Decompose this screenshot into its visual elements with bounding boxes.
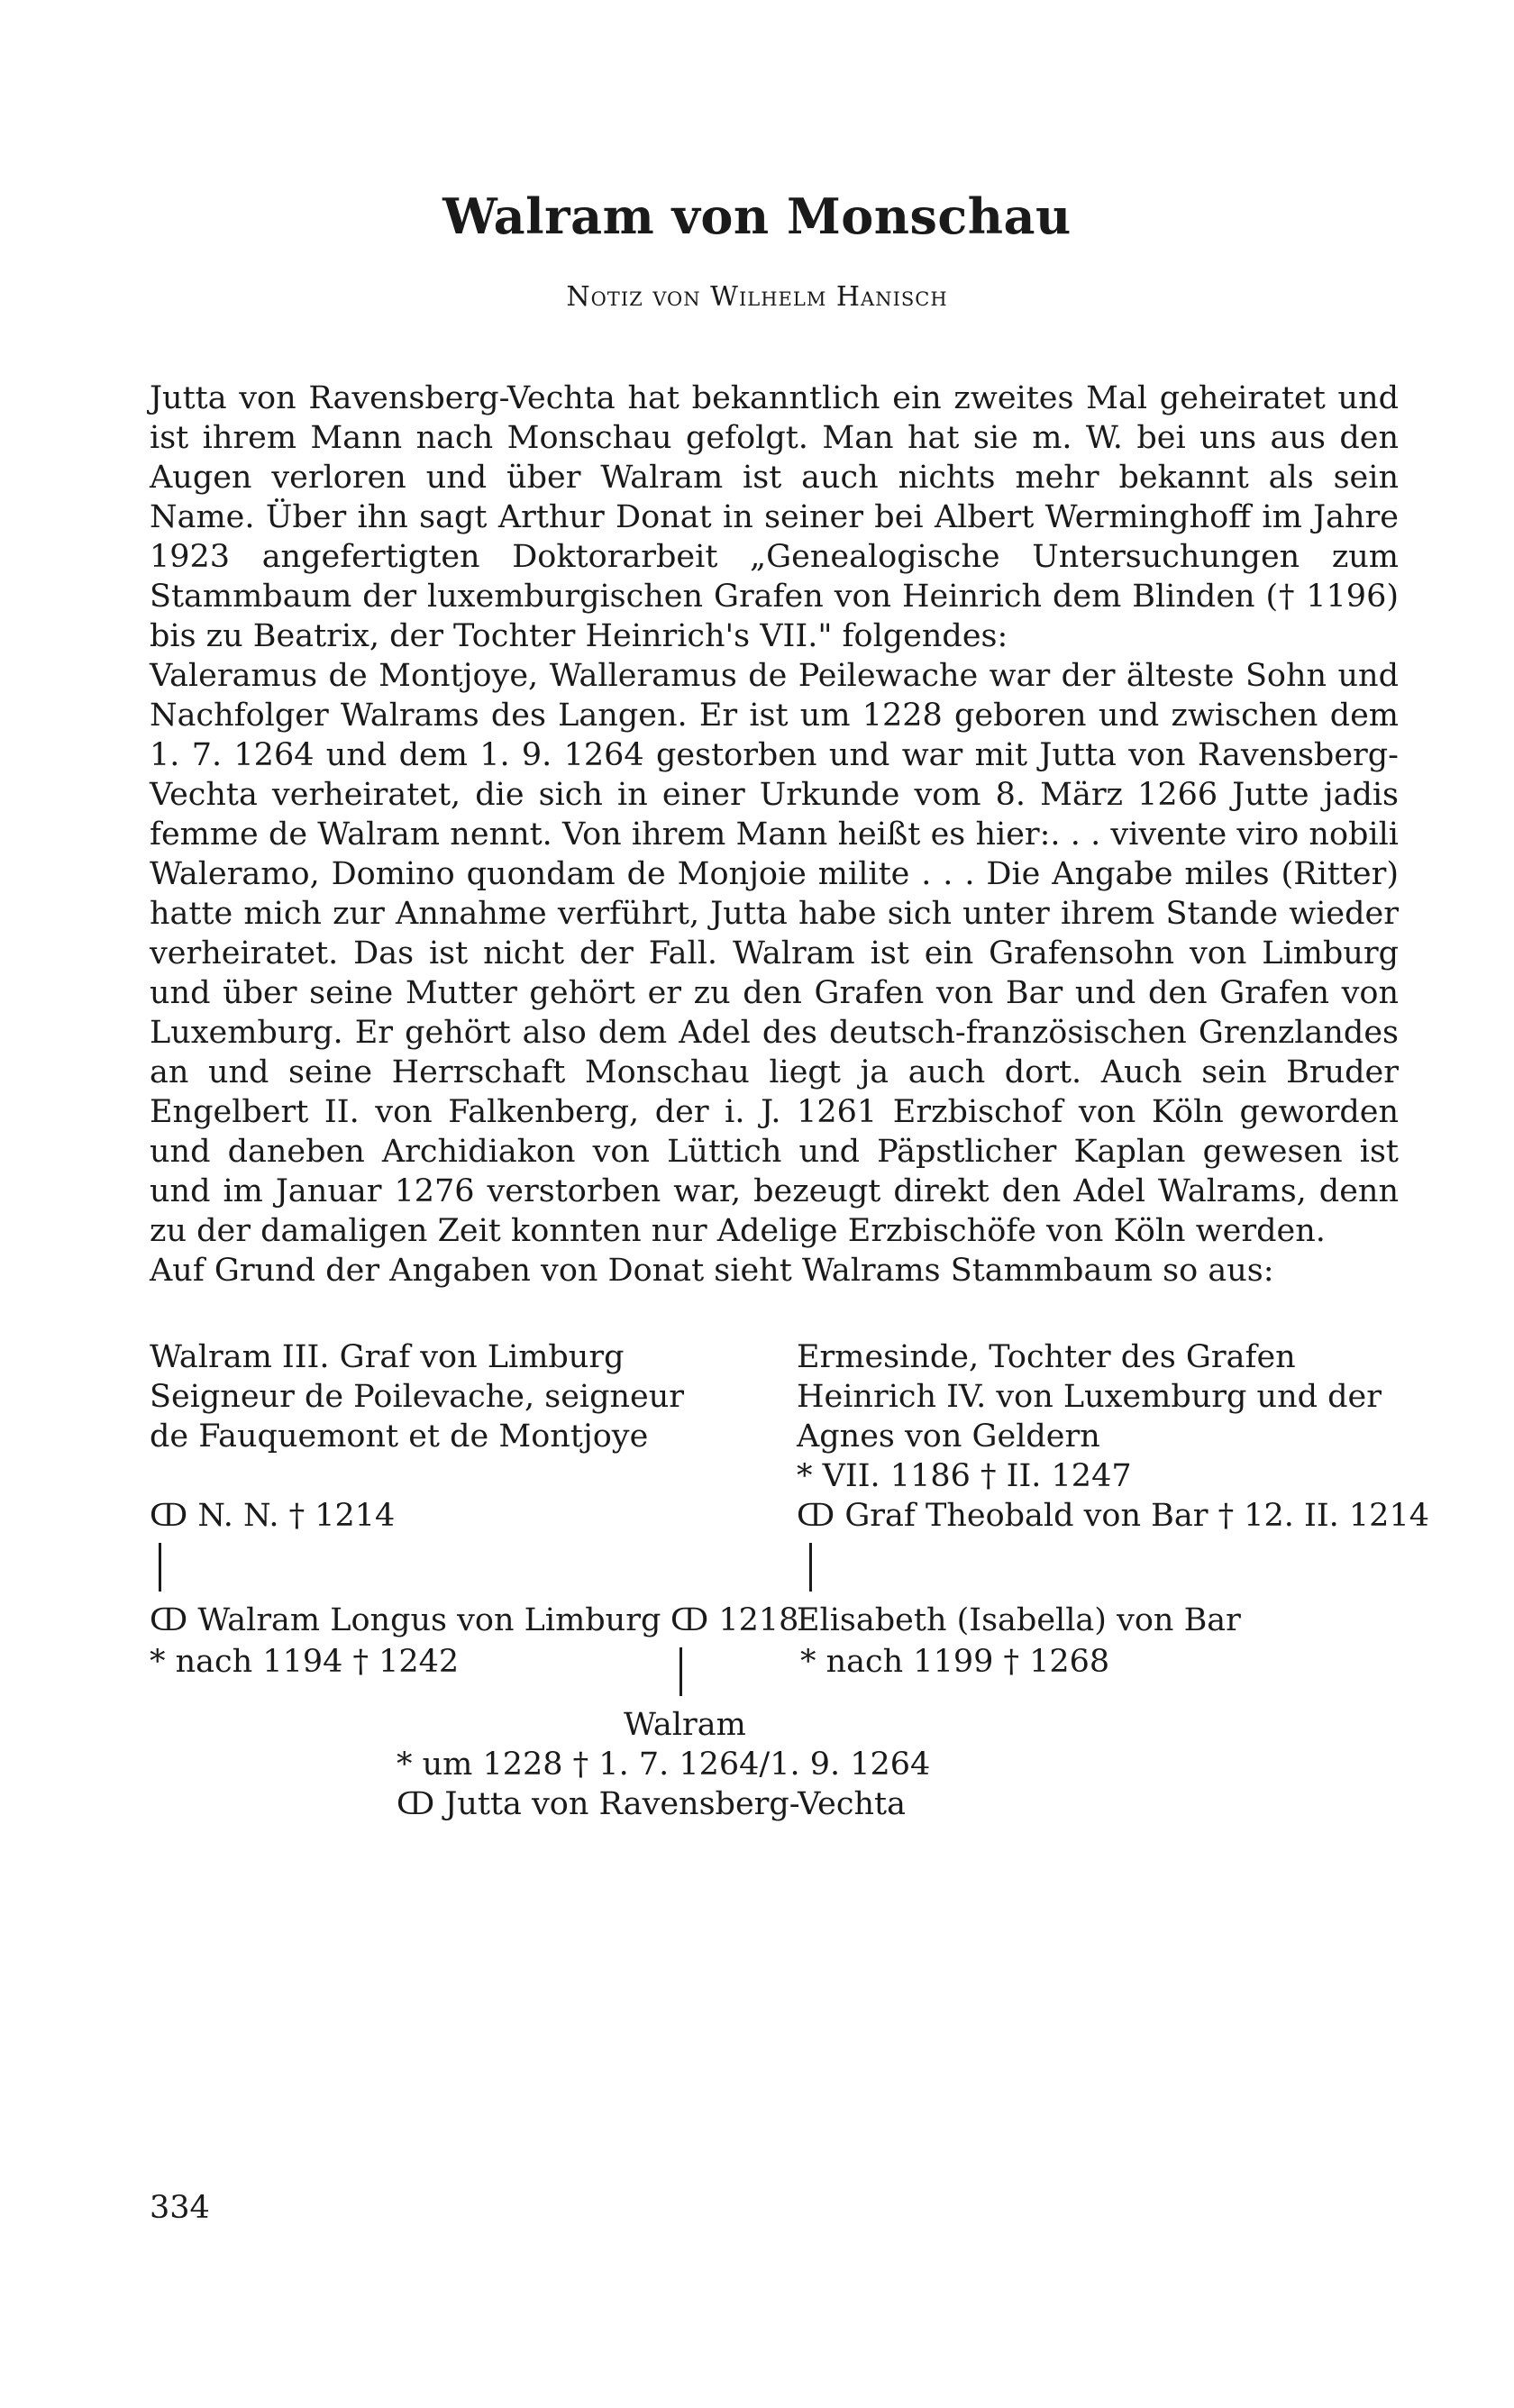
paragraph-tree-intro: Auf Grund der Angaben von Donat sieht Walrams Stammbaum so aus:	[150, 1253, 1274, 1289]
article-title: Walram von Monschau	[442, 187, 1072, 245]
middle-right-person: Elisabeth (Isabella) von Bar	[797, 1602, 1241, 1638]
child-name: Walram	[624, 1707, 746, 1743]
left-parent-line-2: Seigneur de Poilevache, seigneur	[150, 1379, 685, 1415]
right-descent-line	[809, 1543, 812, 1592]
left-descent-line	[159, 1543, 161, 1592]
middle-marriage-connector: ↀ 1218	[670, 1602, 799, 1638]
middle-left-dates: * nach 1194 † 1242	[150, 1644, 460, 1680]
author-note: Notiz von Wilhelm Hanisch	[566, 281, 948, 313]
right-parent-line-2: Heinrich IV. von Luxemburg und der	[797, 1379, 1382, 1415]
child-descent-line	[679, 1647, 682, 1696]
right-parent-line-3: Agnes von Geldern	[797, 1418, 1100, 1455]
left-marriage: ↀ N. N. † 1214	[150, 1498, 396, 1534]
child-marriage: ↀ Jutta von Ravensberg-Vechta	[397, 1786, 906, 1822]
right-parent-dates: * VII. 1186 † II. 1247	[797, 1458, 1132, 1494]
paragraph-quote: Valeramus de Montjoye, Walleramus de Peilewache war der älteste Sohn und Nachfolger Walrams des Langen. Er ist um 1228 geboren und zwischen dem 1. 7. 1264 und dem 1. 9. 1264 gestorben und war mit Jutta von Ravensberg-Vechta verheiratet, die sich in einer Urkunde vom 8. März 1266 Jutte jadis femme de Walram nennt. Von ihrem Mann heißt es hier:. . . vivente viro nobili Waleramo, Domino quondam de Monjoie milite . . . Die Angabe miles (Ritter) hatte mich zur Annahme verführt, Jutta habe sich unter ihrem Stande wieder verheiratet. Das ist nicht der Fall. Walram ist ein Grafensohn von Limburg und über seine Mutter gehört er zu den Grafen von Bar und den Grafen von Luxemburg. Er gehört also dem Adel des deutsch-französischen Grenzlandes an und seine Herrschaft Monschau liegt ja auch dort. Auch sein Bruder Engelbert II. von Falkenberg, der i. J. 1261 Erzbischof von Köln geworden und daneben Archidiakon von Lüttich und Päpstlicher Kaplan gewesen ist und im Januar 1276 verstorben war, bezeugt direkt den Adel Walrams, denn zu der damaligen Zeit konnten nur Adelige Erzbischöfe von Köln werden.	[150, 658, 1399, 1249]
middle-right-dates: * nach 1199 † 1268	[800, 1644, 1110, 1680]
child-dates: * um 1228 † 1. 7. 1264/1. 9. 1264	[397, 1747, 931, 1783]
right-marriage: ↀ Graf Theobald von Bar † 12. II. 1214	[797, 1498, 1429, 1534]
middle-left-person: ↀ Walram Longus von Limburg	[150, 1602, 661, 1638]
left-parent-line-3: de Fauquemont et de Montjoye	[150, 1418, 649, 1455]
left-parent-line-1: Walram III. Graf von Limburg	[150, 1339, 625, 1375]
paragraph-intro: Jutta von Ravensberg-Vechta hat bekanntlich ein zweites Mal geheiratet und ist ihrem Mann nach Monschau gefolgt. Man hat sie m. W. bei uns aus den Augen verloren und über Walram ist auch nichts mehr bekannt als sein Name. Über ihn sagt Arthur Donat in seiner bei Albert Werminghoff im Jahre 1923 angefertigten Doktorarbeit „Genealogische Untersuchungen zum Stammbaum der luxemburgischen Grafen von Heinrich dem Blinden († 1196) bis zu Beatrix, der Tochter Heinrich's VII." folgendes:	[150, 380, 1399, 654]
page-number: 334	[150, 2190, 210, 2226]
right-parent-line-1: Ermesinde, Tochter des Grafen	[797, 1339, 1296, 1375]
